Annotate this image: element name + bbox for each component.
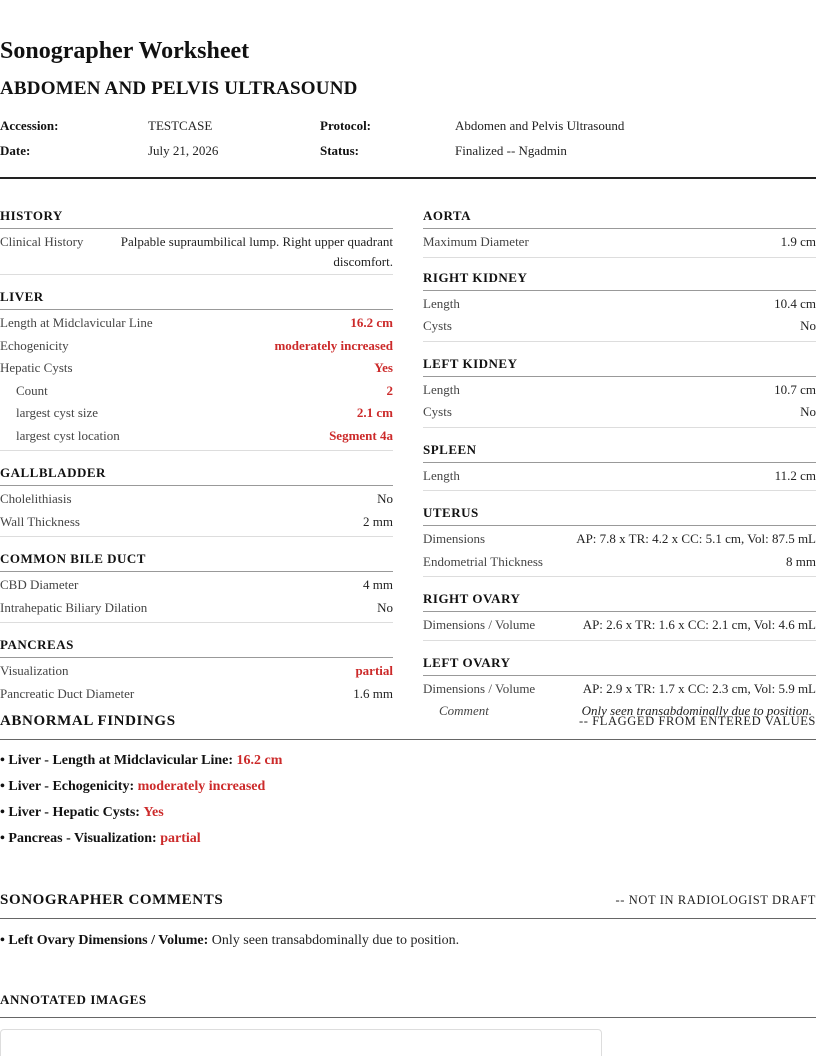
table-row — [423, 529, 816, 552]
left-kidney-section — [423, 356, 816, 428]
table-row — [0, 313, 393, 336]
row-value: 2 — [386, 382, 393, 398]
table-row — [0, 489, 393, 512]
row-value: No — [377, 491, 393, 506]
right-kidney-section — [423, 270, 816, 342]
accession-label: Accession: — [0, 118, 59, 133]
row-label: Length — [423, 467, 460, 483]
section-heading: ANNOTATED IMAGES — [0, 992, 147, 1007]
annotated-image-panel — [0, 1029, 602, 1056]
table-row — [0, 336, 393, 359]
finding-label: • Liver - Length at Midclavicular Line: — [0, 753, 234, 768]
section-divider — [0, 272, 393, 275]
right-column — [423, 208, 816, 724]
table-row — [0, 598, 393, 621]
row-value: 8 mm — [786, 553, 816, 569]
row-label: Echogenicity — [0, 337, 69, 353]
comment-value: Only seen transabdominally due to position. — [211, 933, 460, 948]
section-divider — [0, 620, 393, 623]
row-value: 2 mm — [363, 513, 393, 529]
pancreas-section — [0, 637, 393, 706]
row-label: Comment — [439, 703, 489, 718]
row-label: Cholelithiasis — [0, 491, 72, 506]
finding-value: moderately increased — [137, 779, 266, 794]
row-label: Dimensions / Volume — [423, 617, 536, 632]
row-value: 11.2 cm — [774, 467, 816, 483]
spleen-section — [423, 442, 816, 492]
row-label: Wall Thickness — [0, 513, 80, 529]
table-row — [423, 615, 816, 638]
row-label: Length — [423, 295, 460, 311]
left-column — [0, 208, 393, 706]
table-row — [0, 358, 393, 381]
finding-label: • Liver - Hepatic Cysts: — [0, 805, 140, 820]
list-item — [0, 779, 265, 795]
row-label: largest cyst size — [16, 405, 99, 420]
table-row — [423, 380, 816, 403]
row-label: Cysts — [423, 318, 452, 333]
row-value: AP: 2.6 x TR: 1.6 x CC: 2.1 cm, Vol: 4.6 mL — [582, 617, 816, 632]
table-row — [0, 512, 393, 535]
table-row — [423, 552, 816, 575]
row-value: 2.1 cm — [356, 405, 393, 420]
row-value: partial — [355, 663, 393, 678]
row-label: Intrahepatic Biliary Dilation — [0, 599, 148, 615]
table-row — [423, 294, 816, 317]
table-row — [0, 684, 393, 707]
page-title: Sonographer Worksheet — [0, 38, 250, 64]
section-heading: LIVER — [0, 289, 393, 310]
section-divider — [423, 574, 816, 577]
section-heading: AORTA — [423, 208, 816, 229]
comment-label: • Left Ovary Dimensions / Volume: — [0, 933, 209, 948]
liver-section — [0, 289, 393, 451]
sonographer-comments-header — [0, 892, 816, 909]
row-value: 4 mm — [363, 577, 393, 592]
row-label: Count — [16, 382, 48, 398]
row-value: moderately increased — [274, 337, 393, 353]
table-row — [423, 316, 816, 339]
date-label: Date: — [0, 143, 31, 158]
table-row — [0, 575, 393, 598]
status-label: Status: — [320, 143, 360, 158]
section-heading: SPLEEN — [423, 442, 816, 463]
header-divider — [0, 177, 816, 179]
protocol-label: Protocol: — [320, 118, 372, 133]
section-divider — [0, 739, 816, 740]
row-label: Cysts — [423, 404, 452, 419]
abnormal-findings-header — [0, 713, 816, 730]
section-heading: RIGHT OVARY — [423, 591, 816, 612]
row-label: largest cyst location — [16, 427, 120, 443]
row-value: 1.6 mm — [353, 685, 393, 701]
finding-label: • Liver - Echogenicity: — [0, 779, 135, 794]
section-divider — [0, 448, 393, 451]
uterus-section — [423, 505, 816, 577]
row-label: Hepatic Cysts — [0, 360, 73, 375]
list-item — [0, 831, 201, 847]
meta-block — [0, 118, 816, 168]
section-heading: GALLBLADDER — [0, 465, 393, 486]
table-row — [0, 381, 393, 404]
row-value: AP: 7.8 x TR: 4.2 x CC: 5.1 cm, Vol: 87.5 mL — [576, 531, 816, 546]
history-section — [0, 208, 393, 275]
row-label: Dimensions / Volume — [423, 680, 536, 696]
section-divider — [0, 534, 393, 537]
section-divider — [0, 1017, 816, 1018]
row-value: Palpable supraumbilical lump. Right upper quadrant discomfort. — [120, 234, 393, 269]
row-value: 16.2 cm — [350, 315, 393, 330]
section-note: -- FLAGGED FROM ENTERED VALUES — [579, 714, 816, 728]
section-divider — [423, 488, 816, 491]
row-label: Pancreatic Duct Diameter — [0, 685, 135, 701]
row-label: Length at Midclavicular Line — [0, 315, 153, 330]
section-heading: UTERUS — [423, 505, 816, 526]
row-label: Length — [423, 381, 460, 397]
history-row — [0, 232, 393, 272]
section-divider — [423, 425, 816, 428]
section-heading: COMMON BILE DUCT — [0, 551, 393, 572]
row-label: Visualization — [0, 663, 69, 678]
table-row — [423, 232, 816, 255]
row-value: 10.7 cm — [774, 381, 816, 397]
table-row — [0, 661, 393, 684]
row-value: Segment 4a — [329, 427, 393, 443]
table-row — [423, 466, 816, 489]
section-heading: ABNORMAL FINDINGS — [0, 713, 176, 729]
section-divider — [0, 918, 816, 919]
section-heading: LEFT KIDNEY — [423, 356, 816, 377]
list-item — [0, 933, 459, 949]
row-label: Clinical History — [0, 234, 84, 249]
row-value: 1.9 cm — [780, 234, 816, 249]
row-label: CBD Diameter — [0, 577, 79, 592]
row-value: 10.4 cm — [774, 295, 816, 311]
meta-row — [0, 143, 816, 168]
finding-label: • Pancreas - Visualization: — [0, 831, 157, 846]
row-label: Endometrial Thickness — [423, 553, 543, 569]
row-value: No — [377, 599, 393, 615]
status-value: Finalized -- Ngadmin — [455, 143, 567, 158]
list-item — [0, 753, 282, 769]
table-row — [0, 426, 393, 449]
row-value: Yes — [374, 360, 393, 375]
date-value: July 21, 2026 — [148, 143, 219, 158]
section-divider — [423, 339, 816, 342]
finding-value: Yes — [143, 805, 164, 820]
accession-value: TESTCASE — [148, 118, 213, 133]
section-heading: SONOGRAPHER COMMENTS — [0, 892, 224, 908]
page-subtitle: ABDOMEN AND PELVIS ULTRASOUND — [0, 78, 358, 99]
row-label: Dimensions — [423, 531, 486, 546]
annotated-images-header — [0, 992, 816, 1008]
section-heading: LEFT OVARY — [423, 655, 816, 676]
meta-row — [0, 118, 816, 143]
table-row — [423, 679, 816, 702]
aorta-section — [423, 208, 816, 258]
list-item — [0, 805, 164, 821]
table-row — [0, 403, 393, 426]
gallbladder-section — [0, 465, 393, 537]
section-divider — [423, 255, 816, 258]
row-value: No — [800, 318, 816, 333]
section-heading: RIGHT KIDNEY — [423, 270, 816, 291]
protocol-value: Abdomen and Pelvis Ultrasound — [455, 118, 625, 133]
table-row — [423, 402, 816, 425]
row-value: No — [800, 404, 816, 419]
right-ovary-section — [423, 591, 816, 641]
section-divider — [423, 638, 816, 641]
finding-value: 16.2 cm — [236, 753, 283, 768]
section-heading: PANCREAS — [0, 637, 393, 658]
row-value: Only seen transabdominally due to position. — [581, 703, 812, 718]
section-note: -- NOT IN RADIOLOGIST DRAFT — [615, 893, 816, 907]
cbd-section — [0, 551, 393, 623]
row-value: AP: 2.9 x TR: 1.7 x CC: 2.3 cm, Vol: 5.9 mL — [582, 680, 816, 696]
finding-value: partial — [160, 831, 201, 846]
section-heading: HISTORY — [0, 208, 393, 229]
row-label: Maximum Diameter — [423, 234, 529, 249]
